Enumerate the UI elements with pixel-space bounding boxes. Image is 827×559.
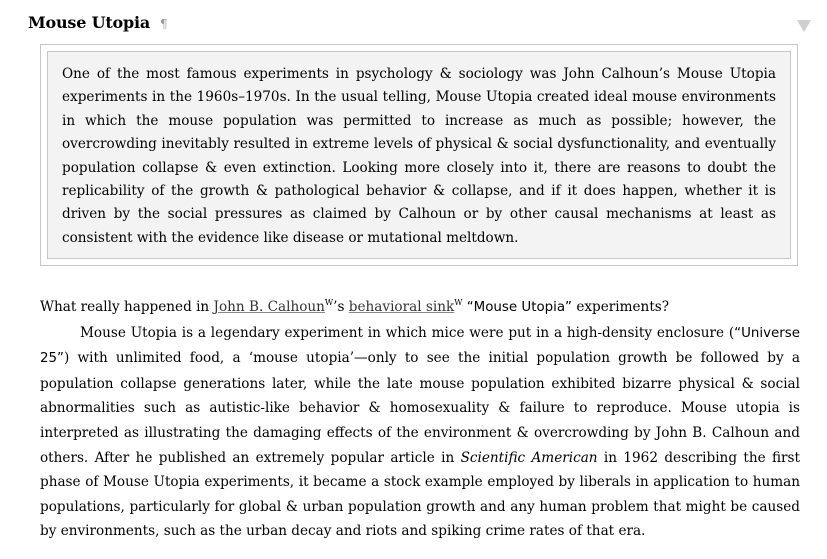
behavioral-sink-wikipedia-link[interactable] bbox=[349, 299, 454, 315]
abstract-text: One of the most famous experiments in psychology & sociology was John Calhoun’s Mouse Utopia experiments in the 1960s–1970s. In the usual telling, Mouse Utopia created ideal mouse environments in which the mouse population was permitted to increase as much as possible; however, the overcrowding inevitably resulted in extreme levels of physical & social dysfunctionality, and eventually population collapse & even extinction. Looking more closely into it, there are reasons to doubt the replicability of the growth & pathological behavior & collapse, and if it does happen, whether it is driven by the social pressures as claimed by Calhoun or by other causal mechanisms at least as consistent with the evidence like disease or mutational meltdown. bbox=[62, 66, 776, 246]
question-possessive: ’s bbox=[333, 299, 349, 315]
journal-title: Scientific American bbox=[460, 449, 598, 466]
question-suffix: experiments? bbox=[572, 299, 670, 315]
mouse-utopia-quote: “Mouse Utopia” bbox=[466, 300, 572, 315]
question-prefix: What really happened in bbox=[40, 299, 214, 315]
abstract-inner bbox=[47, 51, 791, 259]
body-part1: Mouse Utopia is a legendary experiment in which mice were put in a high-density enclosure ( bbox=[80, 324, 735, 341]
lead-question bbox=[40, 291, 800, 321]
calhoun-link-text[interactable]: John B. Calhoun bbox=[213, 299, 325, 315]
universe-25-quote: “Universe 25” bbox=[40, 325, 800, 367]
section-heading bbox=[28, 13, 168, 39]
calhoun-wikipedia-link[interactable] bbox=[214, 299, 325, 315]
section-anchor-link[interactable]: ¶ bbox=[160, 17, 168, 31]
wikipedia-marker: W bbox=[454, 298, 463, 307]
wikipedia-marker: W bbox=[324, 298, 334, 307]
main-content bbox=[40, 291, 800, 544]
abstract-box bbox=[40, 44, 798, 266]
body-paragraph bbox=[40, 321, 800, 544]
collapse-toggle-icon[interactable] bbox=[797, 20, 811, 32]
behavioral-sink-link-text[interactable]: behavioral sink bbox=[348, 299, 455, 315]
body-part2: ) with unlimited food, a ‘mouse utopia’—only to see the initial population growth be followed by a population collapse generations later, while the late mouse population exhibited bizarre physical & social abnormalities such as autistic-like behavior & homosexuality & failure to reproduce. Mouse utopia is interpreted as illustrating the damaging effects of the environment & overcrowding by John B. Calhoun and others. After he published an extremely popular article in bbox=[40, 350, 800, 466]
body-part3: in 1962 describing the first phase of Mouse Utopia experiments, it became a stock example employed by liberals in application to human populations, particularly for global & urban population growth and any human problem that might be caused by environments, such as the urban decay and riots and spiking crime rates of that era. bbox=[40, 449, 800, 540]
section-title: Mouse Utopia bbox=[28, 13, 151, 32]
